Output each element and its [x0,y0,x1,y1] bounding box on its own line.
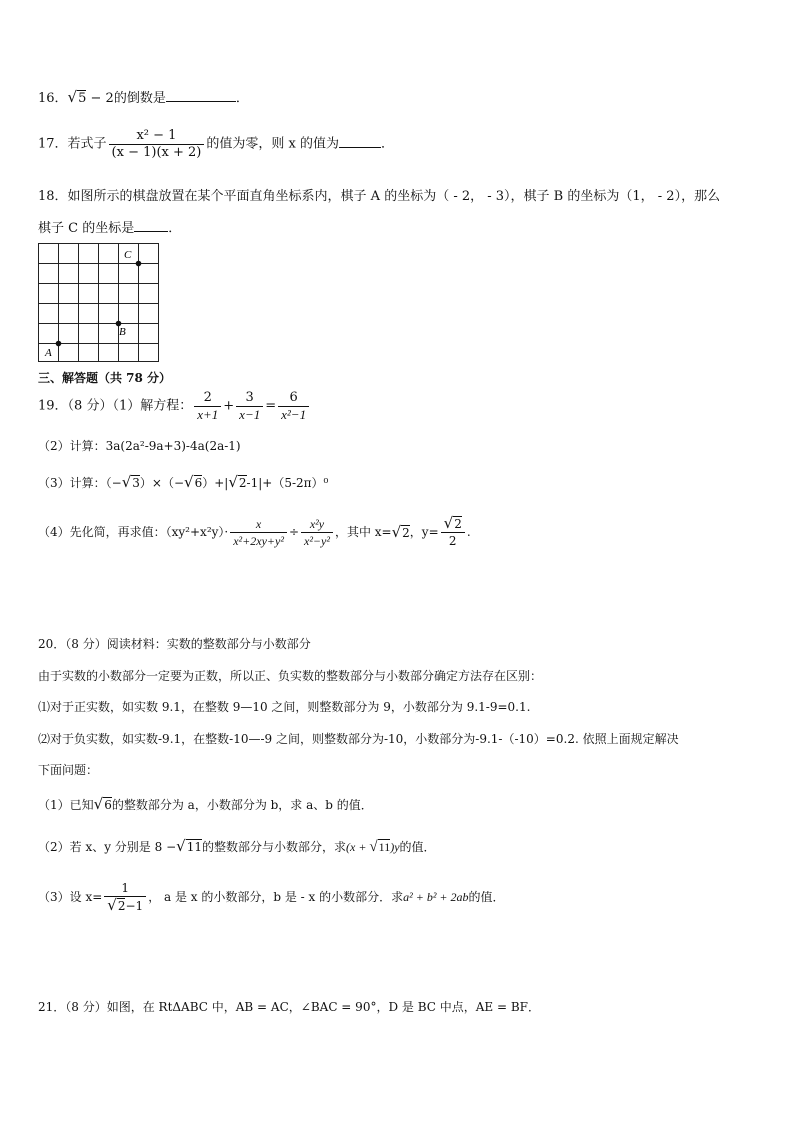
question-19-part1: 19．（8 分）（1）解方程： $\frac{2}{x+1}$ + $\frac{3}{x-1}$ = $\frac{6}{\text{x²−1}}$ [38,390,311,423]
answer-blank [134,219,168,232]
chess-board [38,243,160,363]
piece-a [56,341,62,347]
question-20-intro: 由于实数的小数部分一定要为正数，所以正、负实数的整数部分与小数部分确定方法存在区别： [38,669,543,683]
question-19-part2: （2）计算：3a(2a²-9a+3)-4a(2a-1) [38,439,241,453]
label-b: B [119,326,126,338]
question-19-part3: （3）计算：（−√3）×（−√6）+|√2-1|+（5-2π）⁰ [38,473,329,491]
question-21: 21．（8 分）如图，在 RtΔABC 中，AB = AC，∠BAC = 90°，D 是 BC 中点，AE = BF． [38,1000,540,1014]
question-18-line1: 18．如图所示的棋盘放置在某个平面直角坐标系内，棋子 A 的坐标为（ - 2， - 3），棋子 B 的坐标为（1， - 2），那么 [38,189,721,204]
question-18-line2: 棋子 C 的坐标是 ． [38,221,182,236]
question-20-sub1: （1）已知√6的整数部分为 a，小数部分为 b，求 a、b 的值． [38,795,373,813]
question-17: 17．若式子 $\frac{\text{x² − 1}}{(x - 1)(x + 2)}$ 的值为零，则 x 的值为 ． [38,128,394,160]
question-20-sub2: （2）若 x、y 分别是 8 −√11的整数部分与小数部分，求(x + √11)y的值． [38,837,436,855]
question-20-rule1: ⑴对于正实数，如实数 9.1，在整数 9—10 之间，则整数部分为 9，小数部分为 9.1-9=0.1. [38,700,531,714]
question-20-title: 20．（8 分）阅读材料：实数的整数部分与小数部分 [38,637,311,651]
question-20-sub3: （3）设 x= $\frac{1}{√2-1}$ ， a 是 x 的小数部分，b 是 - x 的小数部分．求a² + b² + 2ab的值． [38,881,505,914]
section-heading: 三、解答题（共 78 分） [38,371,172,385]
fraction: $\frac{\text{x² − 1}}{(x - 1)(x + 2)}$ [109,128,205,161]
question-20-prompt: 下面问题： [38,763,99,777]
label-c: C [124,249,132,261]
question-19-part4: （4）先化简，再求值：（xy²+x²y）· $\frac{x}{\text{x²+2xy+y²}}$ ÷ $\frac{\text{x²y}}{\text{x²−y²}}$ ，其中 x=√2，y= $\frac{√2}{2}$ . [38,514,471,548]
answer-blank [166,89,236,102]
label-a: A [45,347,52,359]
question-20-rule2: ⑵对于负实数，如实数-9.1，在整数-10—-9 之间，则整数部分为-10，小数部分为-9.1-（-10）=0.2. 依照上面规定解决 [38,732,679,746]
piece-c [136,261,142,267]
question-16: 16．√5 − 2的倒数是 ． [38,88,249,106]
answer-blank [339,135,381,148]
